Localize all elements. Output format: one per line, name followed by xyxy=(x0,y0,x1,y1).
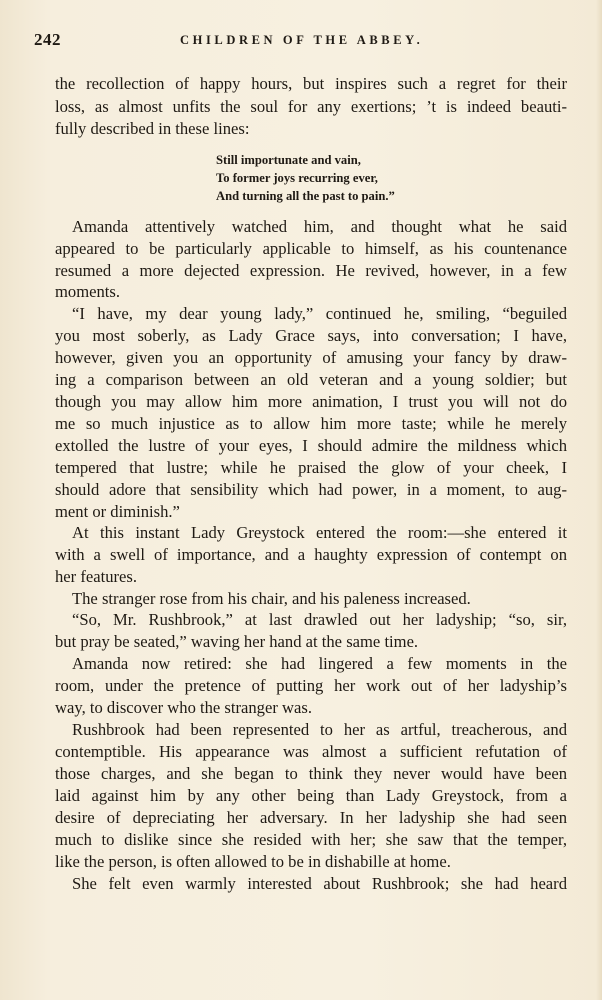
text-line: those charges, and she began to think they never would have been xyxy=(55,764,567,783)
text-line: you most soberly, as Lady Grace says, into conversation; I have, xyxy=(55,326,567,345)
text-line: with a swell of importance, and a haughty expression of contempt on xyxy=(55,545,567,564)
text-line: moments. xyxy=(55,282,120,301)
text-line: Amanda now retired: she had lingered a few moments in the xyxy=(72,654,567,673)
text-line: The stranger rose from his chair, and his paleness increased. xyxy=(72,589,471,608)
text-line: She felt even warmly interested about Rushbrook; she had heard xyxy=(72,874,567,893)
text-line: loss, as almost unfits the soul for any exertions; ’t is indeed beauti- xyxy=(55,97,567,116)
text-line: though you may allow him more animation, I trust you will not do xyxy=(55,392,567,411)
text-line: me so much injustice as to allow him more taste; while he merely xyxy=(55,414,567,433)
text-line: fully described in these lines: xyxy=(55,119,250,138)
text-line: desire of depreciating her adversary. In her ladyship she had seen xyxy=(55,808,567,827)
text-line: “So, Mr. Rushbrook,” at last drawled out her ladyship; “so, sir, xyxy=(72,610,567,629)
verse-line: To former joys recurring ever, xyxy=(216,171,378,185)
text-line: Amanda attentively watched him, and thought what he said xyxy=(72,217,567,236)
text-line: room, under the pretence of putting her work out of her ladyship’s xyxy=(55,676,567,695)
text-line: like the person, is often allowed to be in dishabille at home. xyxy=(55,852,451,871)
page-edge xyxy=(596,0,602,1000)
verse-line: Still importunate and vain, xyxy=(216,153,361,167)
text-line: but pray be seated,” waving her hand at the same time. xyxy=(55,632,419,651)
text-line: the recollection of happy hours, but inspires such a regret for their xyxy=(55,74,567,93)
text-line: appeared to be particularly applicable to himself, as his countenance xyxy=(55,239,567,258)
text-line: “I have, my dear young lady,” continued he, smiling, “beguiled xyxy=(72,304,567,323)
text-line: way, to discover who the stranger was. xyxy=(55,698,312,717)
text-line: much to dislike since she resided with her; she saw that the temper, xyxy=(55,830,567,849)
text-line: At this instant Lady Greystock entered the room:—she entered it xyxy=(72,523,567,542)
text-line: should adore that sensibility which had power, in a moment, to aug- xyxy=(55,480,567,499)
text-line: Rushbrook had been represented to her as artful, treacherous, and xyxy=(72,720,567,739)
page-header xyxy=(34,30,574,54)
text-line: contemptible. His appearance was almost a sufficient refutation of xyxy=(55,742,567,761)
text-line: her features. xyxy=(55,567,137,586)
text-line: resumed a more dejected expression. He revived, however, in a few xyxy=(55,261,567,280)
text-line: extolled the lustre of your eyes, I should admire the mildness which xyxy=(55,436,567,455)
running-title: CHILDREN OF THE ABBEY. xyxy=(180,33,424,47)
text-line: however, given you an opportunity of amusing your fancy by draw- xyxy=(55,348,567,367)
text-line: ing a comparison between an old veteran and a young soldier; but xyxy=(55,370,567,389)
text-line: laid against him by any other being than Lady Greystock, from a xyxy=(55,786,567,805)
verse-line: And turning all the past to pain.” xyxy=(216,189,395,203)
page-number: 242 xyxy=(34,30,61,49)
text-line: tempered that lustre; while he praised the glow of your cheek, I xyxy=(55,458,567,477)
text-line: ment or diminish.” xyxy=(55,502,180,521)
